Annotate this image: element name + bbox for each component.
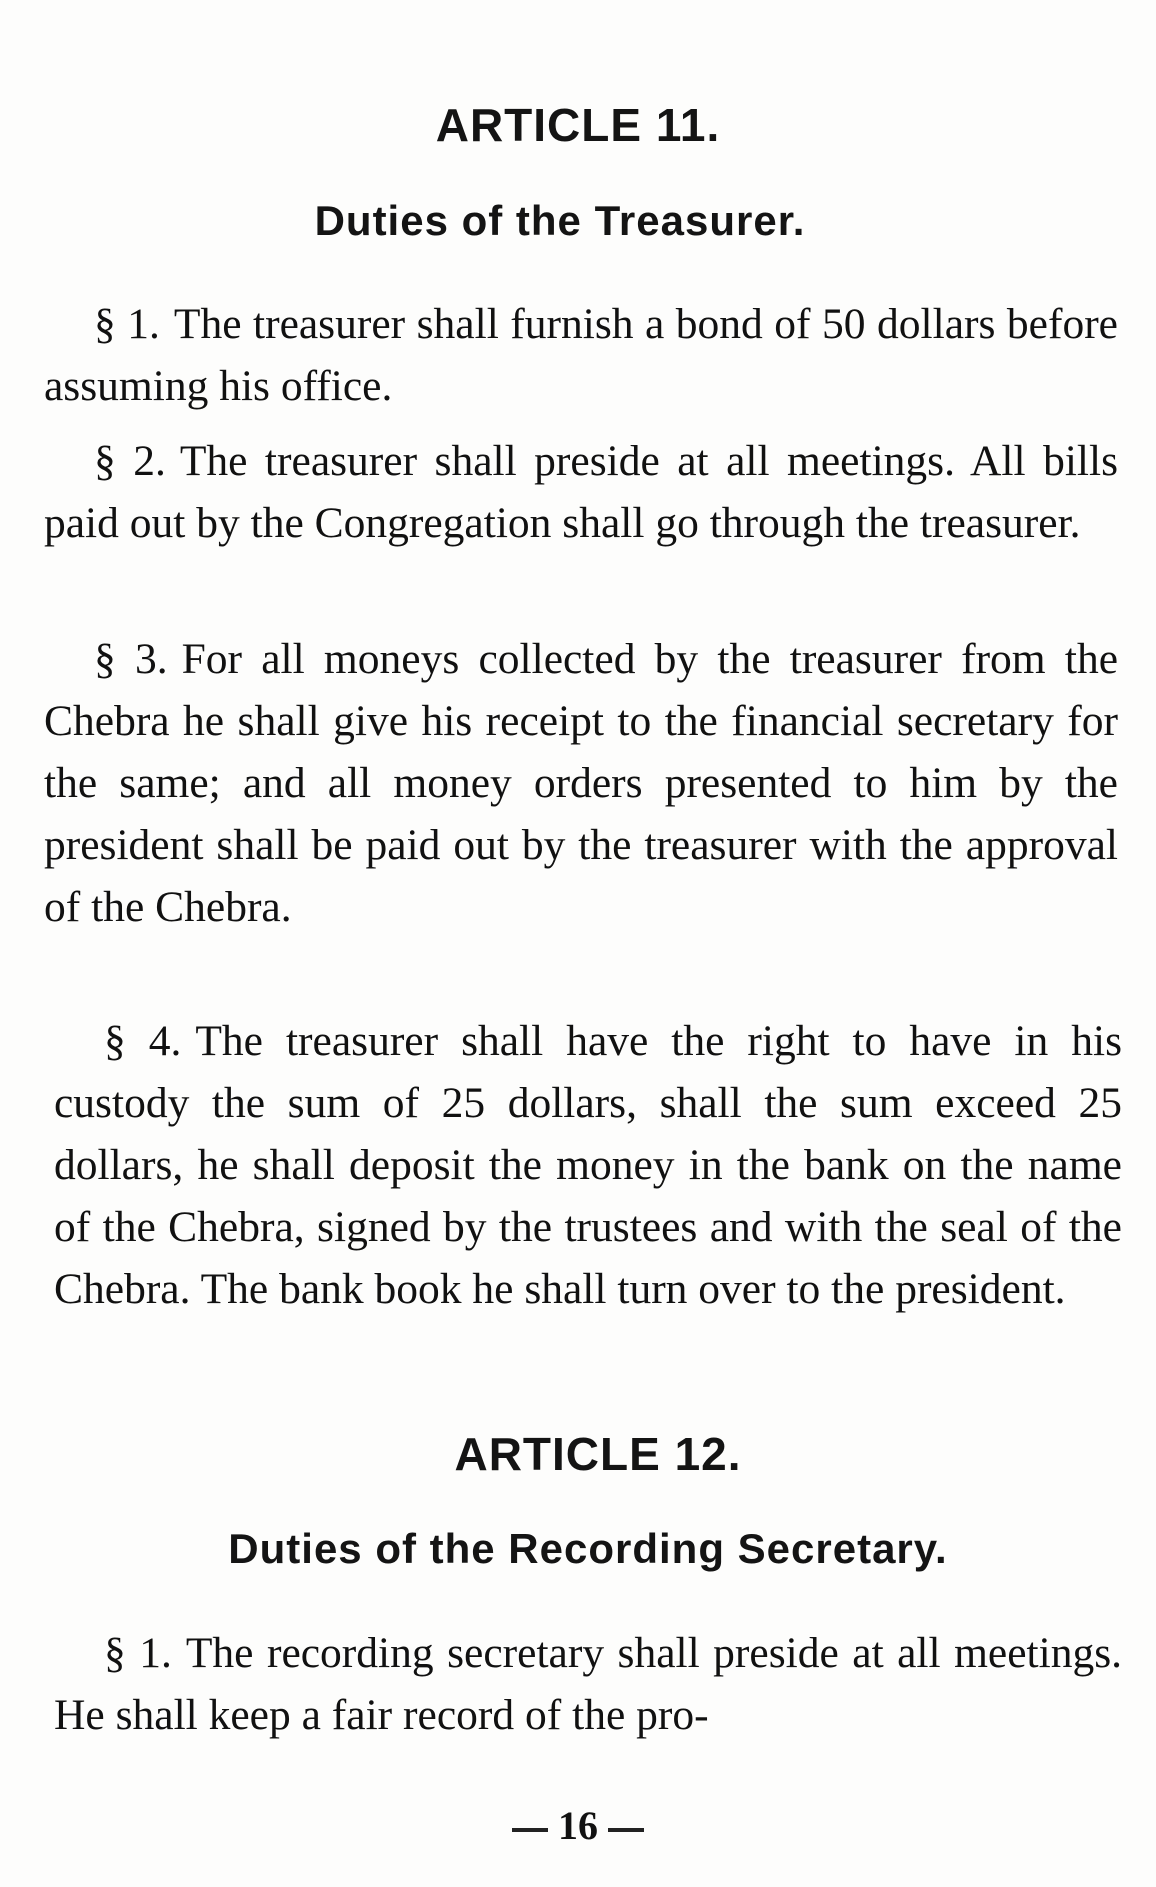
article-11-section-3	[44, 628, 1118, 938]
article-11-subheading: Duties of the Treasurer.	[314, 197, 806, 244]
section-marker: § 1.	[104, 1629, 172, 1677]
section-text: The treasurer shall furnish a bond of 50 dollars before assuming his office.	[44, 300, 1118, 410]
article-11-section-1	[44, 293, 1118, 417]
dash-left	[512, 1828, 548, 1832]
section-marker: § 3.	[94, 635, 168, 683]
section-text: The treasurer shall have the right to have in his custody the sum of 25 dollars, shall the sum exceed 25 dollars, he shall deposit the money in the bank on the name of the Chebra, signed by the trustees and with the seal of the Chebra. The bank book he shall turn over to the president.	[54, 1017, 1123, 1313]
section-text: For all moneys collected by the treasurer from the Chebra he shall give his receipt to the financial secretary for the same; and all money orders presented to him by the president shall be paid out by the treasurer with the approval of the Chebra.	[44, 635, 1119, 931]
section-text: The treasurer shall preside at all meetings. All bills paid out by the Congregation shall go through the treasurer.	[44, 437, 1119, 547]
article-12-subheading: Duties of the Recording Secretary.	[228, 1525, 948, 1572]
section-marker: § 4.	[104, 1017, 182, 1065]
page-number	[0, 1802, 1156, 1849]
article-12-section-1	[54, 1622, 1122, 1746]
section-marker: § 2.	[94, 437, 166, 485]
article-11-section-4	[54, 1010, 1122, 1320]
page-number-text: 16	[558, 1803, 598, 1848]
dash-right	[608, 1828, 644, 1832]
section-text: The recording secretary shall preside at all meetings. He shall keep a fair record of the pro-	[54, 1629, 1123, 1739]
article-12-heading: ARTICLE 12.	[454, 1428, 742, 1480]
article-11-heading: ARTICLE 11.	[435, 99, 721, 151]
section-marker: § 1.	[94, 300, 160, 348]
article-11-section-2	[44, 430, 1118, 554]
